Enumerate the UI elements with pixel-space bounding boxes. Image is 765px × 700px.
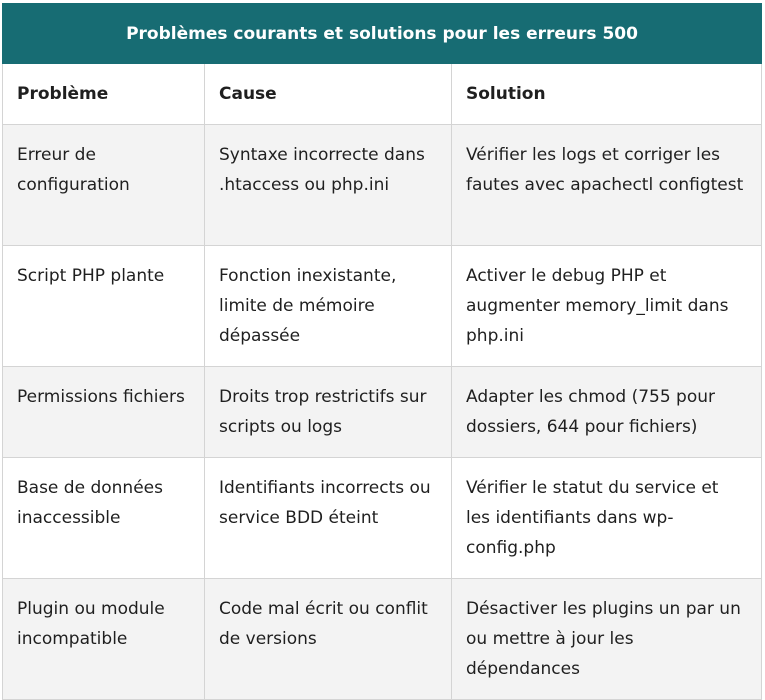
cell-solution: Adapter les chmod (755 pour dossiers, 644 pour fichiers) xyxy=(452,367,762,458)
cell-solution: Désactiver les plugins un par un ou mettre à jour les dépendances xyxy=(452,579,762,700)
cell-problem: Plugin ou module incompatible xyxy=(3,579,205,700)
cell-solution: Activer le debug PHP et augmenter memory_limit dans php.ini xyxy=(452,246,762,367)
cell-solution: Vérifier le statut du service et les identifiants dans wp-config.php xyxy=(452,458,762,579)
table-row xyxy=(3,125,762,246)
cell-cause: Fonction inexistante, limite de mémoire dépassée xyxy=(205,246,452,367)
table-row xyxy=(3,367,762,458)
cell-problem: Erreur de configuration xyxy=(3,125,205,246)
cell-cause: Droits trop restrictifs sur scripts ou logs xyxy=(205,367,452,458)
cell-problem: Script PHP plante xyxy=(3,246,205,367)
column-header-problem: Problème xyxy=(3,64,205,125)
errors-table xyxy=(2,3,762,700)
table-row xyxy=(3,246,762,367)
errors-table-container xyxy=(2,3,761,700)
table-header-row xyxy=(3,64,762,125)
cell-cause: Syntaxe incorrecte dans .htaccess ou php.ini xyxy=(205,125,452,246)
column-header-cause: Cause xyxy=(205,64,452,125)
cell-cause: Identifiants incorrects ou service BDD éteint xyxy=(205,458,452,579)
cell-solution: Vérifier les logs et corriger les fautes avec apachectl configtest xyxy=(452,125,762,246)
column-header-solution: Solution xyxy=(452,64,762,125)
cell-problem: Permissions fichiers xyxy=(3,367,205,458)
table-row xyxy=(3,579,762,700)
table-title-row xyxy=(3,4,762,64)
cell-problem: Base de données inaccessible xyxy=(3,458,205,579)
table-title: Problèmes courants et solutions pour les erreurs 500 xyxy=(3,4,762,64)
cell-cause: Code mal écrit ou conflit de versions xyxy=(205,579,452,700)
table-row xyxy=(3,458,762,579)
